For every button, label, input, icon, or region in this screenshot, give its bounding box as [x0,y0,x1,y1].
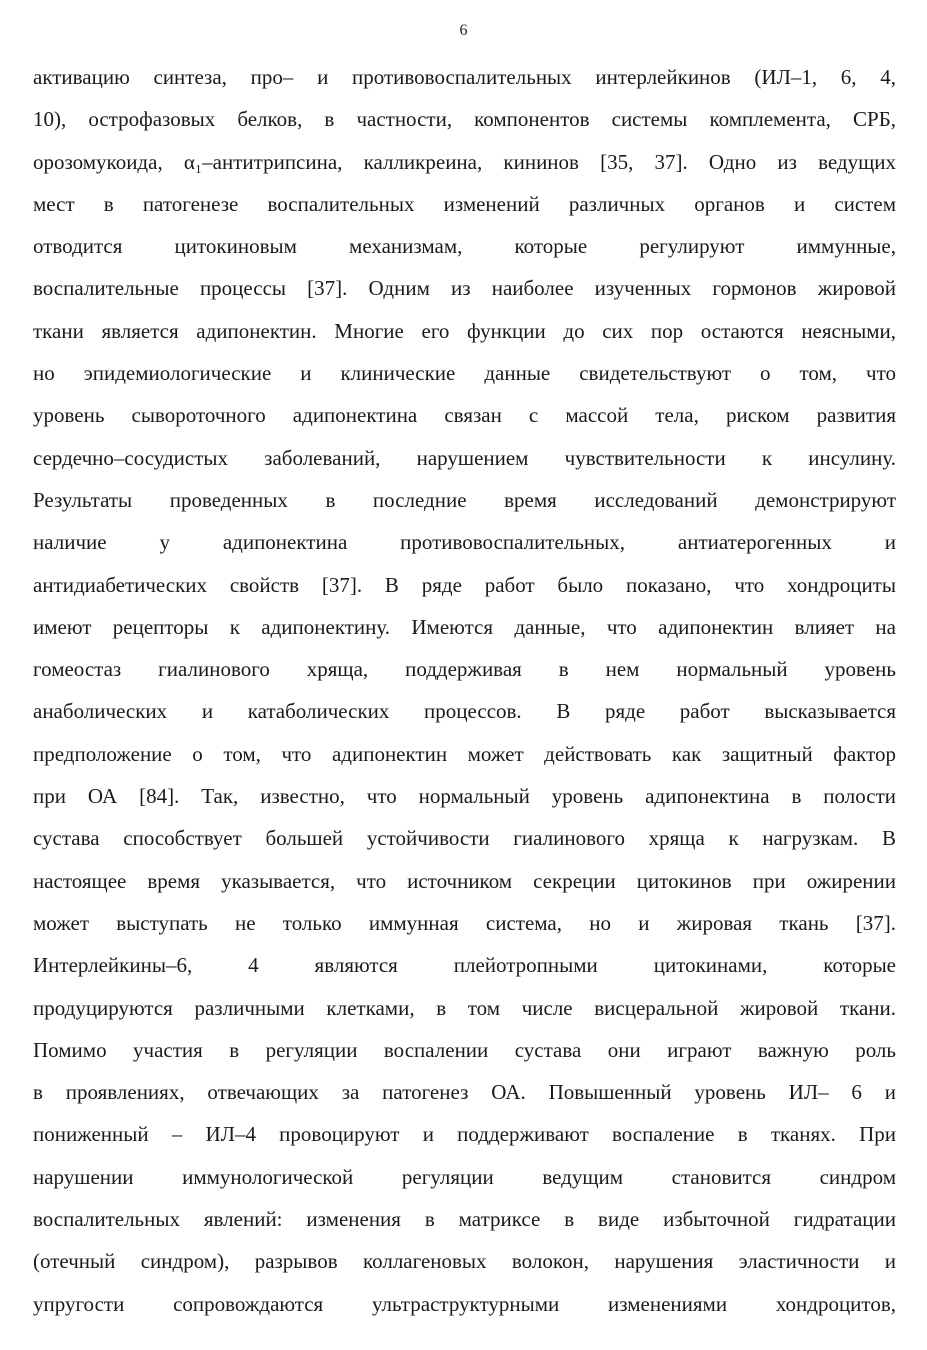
text-line: мест в патогенезе воспалительных изменений различных органов и систем [33,191,896,216]
text-line: гомеостаз гиалинового хряща, поддерживая в нем нормальный уровень [33,657,896,682]
text-line: отводится цитокиновым механизмам, которые регулируют иммунные, [33,234,896,259]
text-line: наличие у адипонектина противовоспалительных, антиатерогенных и [33,530,896,555]
text-line: имеют рецепторы к адипонектину. Имеются данные, что адипонектин влияет на [33,614,896,639]
text-line: орозомукоида, α₁–антитрипсина, калликреина, кининов [35, 37]. Одно из ведущих [33,149,896,174]
text-line: Помимо участия в регуляции воспалении сустава они играют важную роль [33,1037,896,1062]
text-line: Интерлейкины–6, 4 являются плейотропными цитокинами, которые [33,953,896,978]
text-line: воспалительных явлений: изменения в матриксе в виде избыточной гидратации [33,1207,896,1232]
text-line: Результаты проведенных в последние время исследований демонстрируют [33,487,896,512]
text-line: анаболических и катаболических процессов. В ряде работ высказывается [33,699,896,724]
text-line: в проявлениях, отвечающих за патогенез ОА. Повышенный уровень ИЛ– 6 и [33,1080,896,1105]
text-line: но эпидемиологические и клинические данные свидетельствуют о том, что [33,361,896,386]
text-line: упругости сопровождаются ультраструктурными изменениями хондроцитов, [33,1291,896,1316]
page-number: 6 [459,22,468,39]
text-line: воспалительные процессы [37]. Одним из наиболее изученных гормонов жировой [33,276,896,301]
text-line: пониженный – ИЛ–4 провоцируют и поддерживают воспаление в тканях. При [33,1122,896,1147]
body-text [33,56,896,1325]
text-line: продуцируются различными клетками, в том числе висцеральной жировой ткани. [33,995,896,1020]
text-line: может выступать не только иммунная система, но и жировая ткань [37]. [33,910,896,935]
text-line: антидиабетических свойств [37]. В ряде работ было показано, что хондроциты [33,572,896,597]
text-line: 10), острофазовых белков, в частности, компонентов системы комплемента, СРБ, [33,107,896,132]
text-line: уровень сывороточного адипонектина связан с массой тела, риском развития [33,403,896,428]
text-line: нарушении иммунологической регуляции ведущим становится синдром [33,1164,896,1189]
text-line: сустава способствует большей устойчивости гиалинового хряща к нагрузкам. В [33,826,896,851]
text-line: при ОА [84]. Так, известно, что нормальный уровень адипонектина в полости [33,784,896,809]
text-line: активацию синтеза, про– и противовоспалительных интерлейкинов (ИЛ–1, 6, 4, [33,65,896,89]
text-line: предположение о том, что адипонектин может действовать как защитный фактор [33,741,896,766]
text-line: сердечно–сосудистых заболеваний, нарушением чувствительности к инсулину. [33,445,896,470]
text-line: (отечный синдром), разрывов коллагеновых волокон, нарушения эластичности и [33,1249,896,1274]
text-line: ткани является адипонектин. Многие его функции до сих пор остаются неясными, [33,318,896,343]
text-line: настоящее время указывается, что источником секреции цитокинов при ожирении [33,868,896,893]
